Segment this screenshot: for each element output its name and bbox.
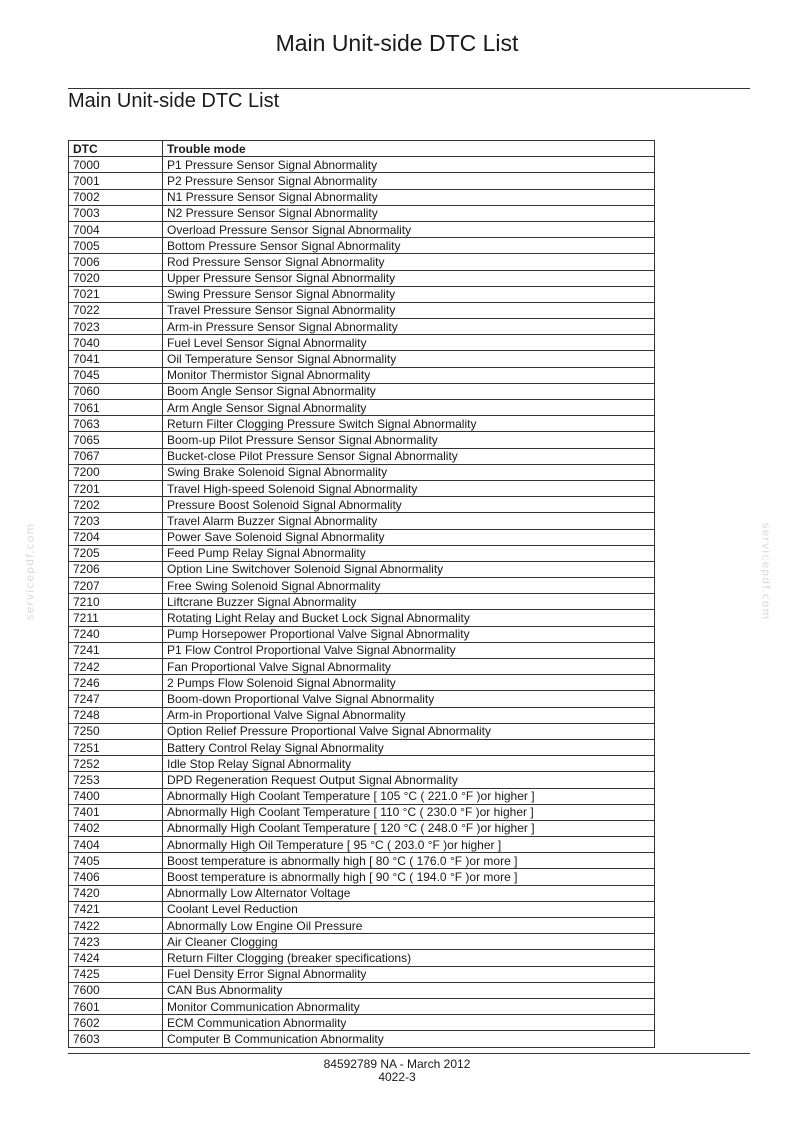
trouble-mode-cell: Power Save Solenoid Signal Abnormality [163,529,655,545]
trouble-mode-cell: Overload Pressure Sensor Signal Abnormality [163,221,655,237]
dtc-code-cell: 7247 [69,691,163,707]
table-row [69,756,655,772]
table-row [69,205,655,221]
dtc-code-cell: 7003 [69,205,163,221]
table-row [69,238,655,254]
table-row [69,837,655,853]
dtc-code-cell: 7421 [69,901,163,917]
trouble-mode-cell: Abnormally Low Alternator Voltage [163,885,655,901]
trouble-mode-cell: CAN Bus Abnormality [163,982,655,998]
trouble-mode-cell: Option Line Switchover Solenoid Signal Abnormality [163,561,655,577]
watermark-left: servicepdf.com [23,522,37,621]
trouble-mode-cell: Upper Pressure Sensor Signal Abnormality [163,270,655,286]
dtc-code-cell: 7406 [69,869,163,885]
dtc-code-cell: 7240 [69,626,163,642]
table-row [69,998,655,1014]
table-row [69,578,655,594]
trouble-mode-cell: Fuel Density Error Signal Abnormality [163,966,655,982]
table-header-row [69,141,655,157]
trouble-mode-cell: Feed Pump Relay Signal Abnormality [163,545,655,561]
trouble-mode-cell: Air Cleaner Clogging [163,934,655,950]
table-row [69,691,655,707]
bottom-divider [68,1053,750,1054]
dtc-code-cell: 7425 [69,966,163,982]
table-row [69,804,655,820]
trouble-mode-cell: Computer B Communication Abnormality [163,1031,655,1047]
table-row [69,335,655,351]
dtc-code-cell: 7004 [69,221,163,237]
table-row [69,918,655,934]
table-row [69,351,655,367]
dtc-code-cell: 7000 [69,157,163,173]
trouble-mode-cell: Option Relief Pressure Proportional Valve Signal Abnormality [163,723,655,739]
trouble-mode-cell: Swing Brake Solenoid Signal Abnormality [163,464,655,480]
table-row [69,270,655,286]
footer-page-number: 4022-3 [378,1070,416,1084]
table-row [69,772,655,788]
dtc-code-cell: 7063 [69,416,163,432]
table-row [69,869,655,885]
dtc-code-cell: 7006 [69,254,163,270]
trouble-mode-cell: Free Swing Solenoid Signal Abnormality [163,578,655,594]
trouble-mode-cell: P1 Flow Control Proportional Valve Signal Abnormality [163,642,655,658]
dtc-code-cell: 7246 [69,675,163,691]
table-row [69,221,655,237]
table-row [69,594,655,610]
trouble-mode-cell: Swing Pressure Sensor Signal Abnormality [163,286,655,302]
trouble-mode-cell: Bucket-close Pilot Pressure Sensor Signal Abnormality [163,448,655,464]
trouble-mode-cell: N1 Pressure Sensor Signal Abnormality [163,189,655,205]
trouble-mode-cell: Return Filter Clogging Pressure Switch Signal Abnormality [163,416,655,432]
dtc-code-cell: 7202 [69,497,163,513]
dtc-code-cell: 7200 [69,464,163,480]
dtc-code-cell: 7250 [69,723,163,739]
dtc-code-cell: 7201 [69,480,163,496]
dtc-code-cell: 7061 [69,400,163,416]
dtc-code-cell: 7248 [69,707,163,723]
table-row [69,950,655,966]
table-row [69,254,655,270]
column-header-trouble-mode: Trouble mode [163,141,655,157]
table-row [69,367,655,383]
table-row [69,513,655,529]
dtc-code-cell: 7041 [69,351,163,367]
table-row [69,545,655,561]
trouble-mode-cell: Return Filter Clogging (breaker specifications) [163,950,655,966]
table-row [69,610,655,626]
trouble-mode-cell: Pressure Boost Solenoid Signal Abnormality [163,497,655,513]
dtc-code-cell: 7602 [69,1015,163,1031]
table-row [69,416,655,432]
table-row [69,529,655,545]
dtc-code-cell: 7253 [69,772,163,788]
table-row [69,901,655,917]
trouble-mode-cell: ECM Communication Abnormality [163,1015,655,1031]
trouble-mode-cell: Coolant Level Reduction [163,901,655,917]
trouble-mode-cell: Arm-in Pressure Sensor Signal Abnormality [163,319,655,335]
dtc-code-cell: 7207 [69,578,163,594]
trouble-mode-cell: Rod Pressure Sensor Signal Abnormality [163,254,655,270]
trouble-mode-cell: Travel Pressure Sensor Signal Abnormality [163,302,655,318]
dtc-code-cell: 7424 [69,950,163,966]
trouble-mode-cell: 2 Pumps Flow Solenoid Signal Abnormality [163,675,655,691]
dtc-code-cell: 7603 [69,1031,163,1047]
dtc-code-cell: 7023 [69,319,163,335]
footer-doc-code: 84592789 NA - March 2012 [323,1057,471,1071]
table-row [69,302,655,318]
page-footer [0,1058,794,1084]
trouble-mode-cell: Abnormally High Coolant Temperature [ 105 °C ( 221.0 °F )or higher ] [163,788,655,804]
trouble-mode-cell: P1 Pressure Sensor Signal Abnormality [163,157,655,173]
trouble-mode-cell: Travel High-speed Solenoid Signal Abnormality [163,480,655,496]
watermark-right: servicepdf.com [759,522,773,621]
top-divider [68,88,750,89]
table-row [69,319,655,335]
table-row [69,1031,655,1047]
table-row [69,626,655,642]
dtc-code-cell: 7002 [69,189,163,205]
dtc-code-cell: 7205 [69,545,163,561]
dtc-code-cell: 7067 [69,448,163,464]
section-title: Main Unit-side DTC List [68,90,280,112]
table-row [69,480,655,496]
trouble-mode-cell: Abnormally High Oil Temperature [ 95 °C ( 203.0 °F )or higher ] [163,837,655,853]
table-row [69,739,655,755]
dtc-code-cell: 7601 [69,998,163,1014]
trouble-mode-cell: P2 Pressure Sensor Signal Abnormality [163,173,655,189]
trouble-mode-cell: Boom Angle Sensor Signal Abnormality [163,383,655,399]
table-row [69,432,655,448]
dtc-code-cell: 7241 [69,642,163,658]
trouble-mode-cell: Boom-up Pilot Pressure Sensor Signal Abnormality [163,432,655,448]
table-row [69,885,655,901]
trouble-mode-cell: Fan Proportional Valve Signal Abnormality [163,659,655,675]
trouble-mode-cell: Abnormally Low Engine Oil Pressure [163,918,655,934]
dtc-code-cell: 7420 [69,885,163,901]
trouble-mode-cell: Liftcrane Buzzer Signal Abnormality [163,594,655,610]
trouble-mode-cell: Monitor Thermistor Signal Abnormality [163,367,655,383]
dtc-code-cell: 7045 [69,367,163,383]
dtc-code-cell: 7252 [69,756,163,772]
trouble-mode-cell: Abnormally High Coolant Temperature [ 110 °C ( 230.0 °F )or higher ] [163,804,655,820]
table-row [69,853,655,869]
table-row [69,642,655,658]
dtc-code-cell: 7020 [69,270,163,286]
table-row [69,173,655,189]
table-row [69,659,655,675]
trouble-mode-cell: Boom-down Proportional Valve Signal Abnormality [163,691,655,707]
dtc-code-cell: 7005 [69,238,163,254]
trouble-mode-cell: DPD Regeneration Request Output Signal Abnormality [163,772,655,788]
trouble-mode-cell: Boost temperature is abnormally high [ 80 °C ( 176.0 °F )or more ] [163,853,655,869]
table-row [69,157,655,173]
table-row [69,189,655,205]
trouble-mode-cell: Arm Angle Sensor Signal Abnormality [163,400,655,416]
dtc-code-cell: 7203 [69,513,163,529]
trouble-mode-cell: Abnormally High Coolant Temperature [ 120 °C ( 248.0 °F )or higher ] [163,820,655,836]
dtc-code-cell: 7210 [69,594,163,610]
table-row [69,561,655,577]
page-header-title: Main Unit-side DTC List [275,30,519,56]
table-row [69,788,655,804]
dtc-code-cell: 7251 [69,739,163,755]
table-row [69,464,655,480]
trouble-mode-cell: Pump Horsepower Proportional Valve Signal Abnormality [163,626,655,642]
trouble-mode-cell: Rotating Light Relay and Bucket Lock Signal Abnormality [163,610,655,626]
dtc-code-cell: 7401 [69,804,163,820]
table-row [69,1015,655,1031]
trouble-mode-cell: Fuel Level Sensor Signal Abnormality [163,335,655,351]
dtc-code-cell: 7040 [69,335,163,351]
dtc-code-cell: 7400 [69,788,163,804]
dtc-code-cell: 7211 [69,610,163,626]
dtc-code-cell: 7021 [69,286,163,302]
table-row [69,966,655,982]
table-row [69,723,655,739]
trouble-mode-cell: Arm-in Proportional Valve Signal Abnormality [163,707,655,723]
table-row [69,934,655,950]
table-row [69,707,655,723]
dtc-code-cell: 7001 [69,173,163,189]
dtc-code-cell: 7402 [69,820,163,836]
trouble-mode-cell: Bottom Pressure Sensor Signal Abnormality [163,238,655,254]
dtc-code-cell: 7404 [69,837,163,853]
trouble-mode-cell: N2 Pressure Sensor Signal Abnormality [163,205,655,221]
trouble-mode-cell: Monitor Communication Abnormality [163,998,655,1014]
trouble-mode-cell: Travel Alarm Buzzer Signal Abnormality [163,513,655,529]
dtc-code-cell: 7204 [69,529,163,545]
dtc-code-cell: 7022 [69,302,163,318]
trouble-mode-cell: Battery Control Relay Signal Abnormality [163,739,655,755]
dtc-code-cell: 7060 [69,383,163,399]
dtc-code-cell: 7405 [69,853,163,869]
table-row [69,383,655,399]
table-row [69,497,655,513]
dtc-code-cell: 7600 [69,982,163,998]
dtc-code-cell: 7242 [69,659,163,675]
trouble-mode-cell: Oil Temperature Sensor Signal Abnormality [163,351,655,367]
table-row [69,400,655,416]
trouble-mode-cell: Idle Stop Relay Signal Abnormality [163,756,655,772]
table-row [69,448,655,464]
dtc-table [68,140,655,1048]
dtc-code-cell: 7422 [69,918,163,934]
dtc-code-cell: 7423 [69,934,163,950]
table-row [69,286,655,302]
dtc-table-body [69,157,655,1047]
dtc-code-cell: 7206 [69,561,163,577]
trouble-mode-cell: Boost temperature is abnormally high [ 90 °C ( 194.0 °F )or more ] [163,869,655,885]
table-row [69,982,655,998]
table-row [69,675,655,691]
table-row [69,820,655,836]
column-header-dtc: DTC [69,141,163,157]
dtc-code-cell: 7065 [69,432,163,448]
